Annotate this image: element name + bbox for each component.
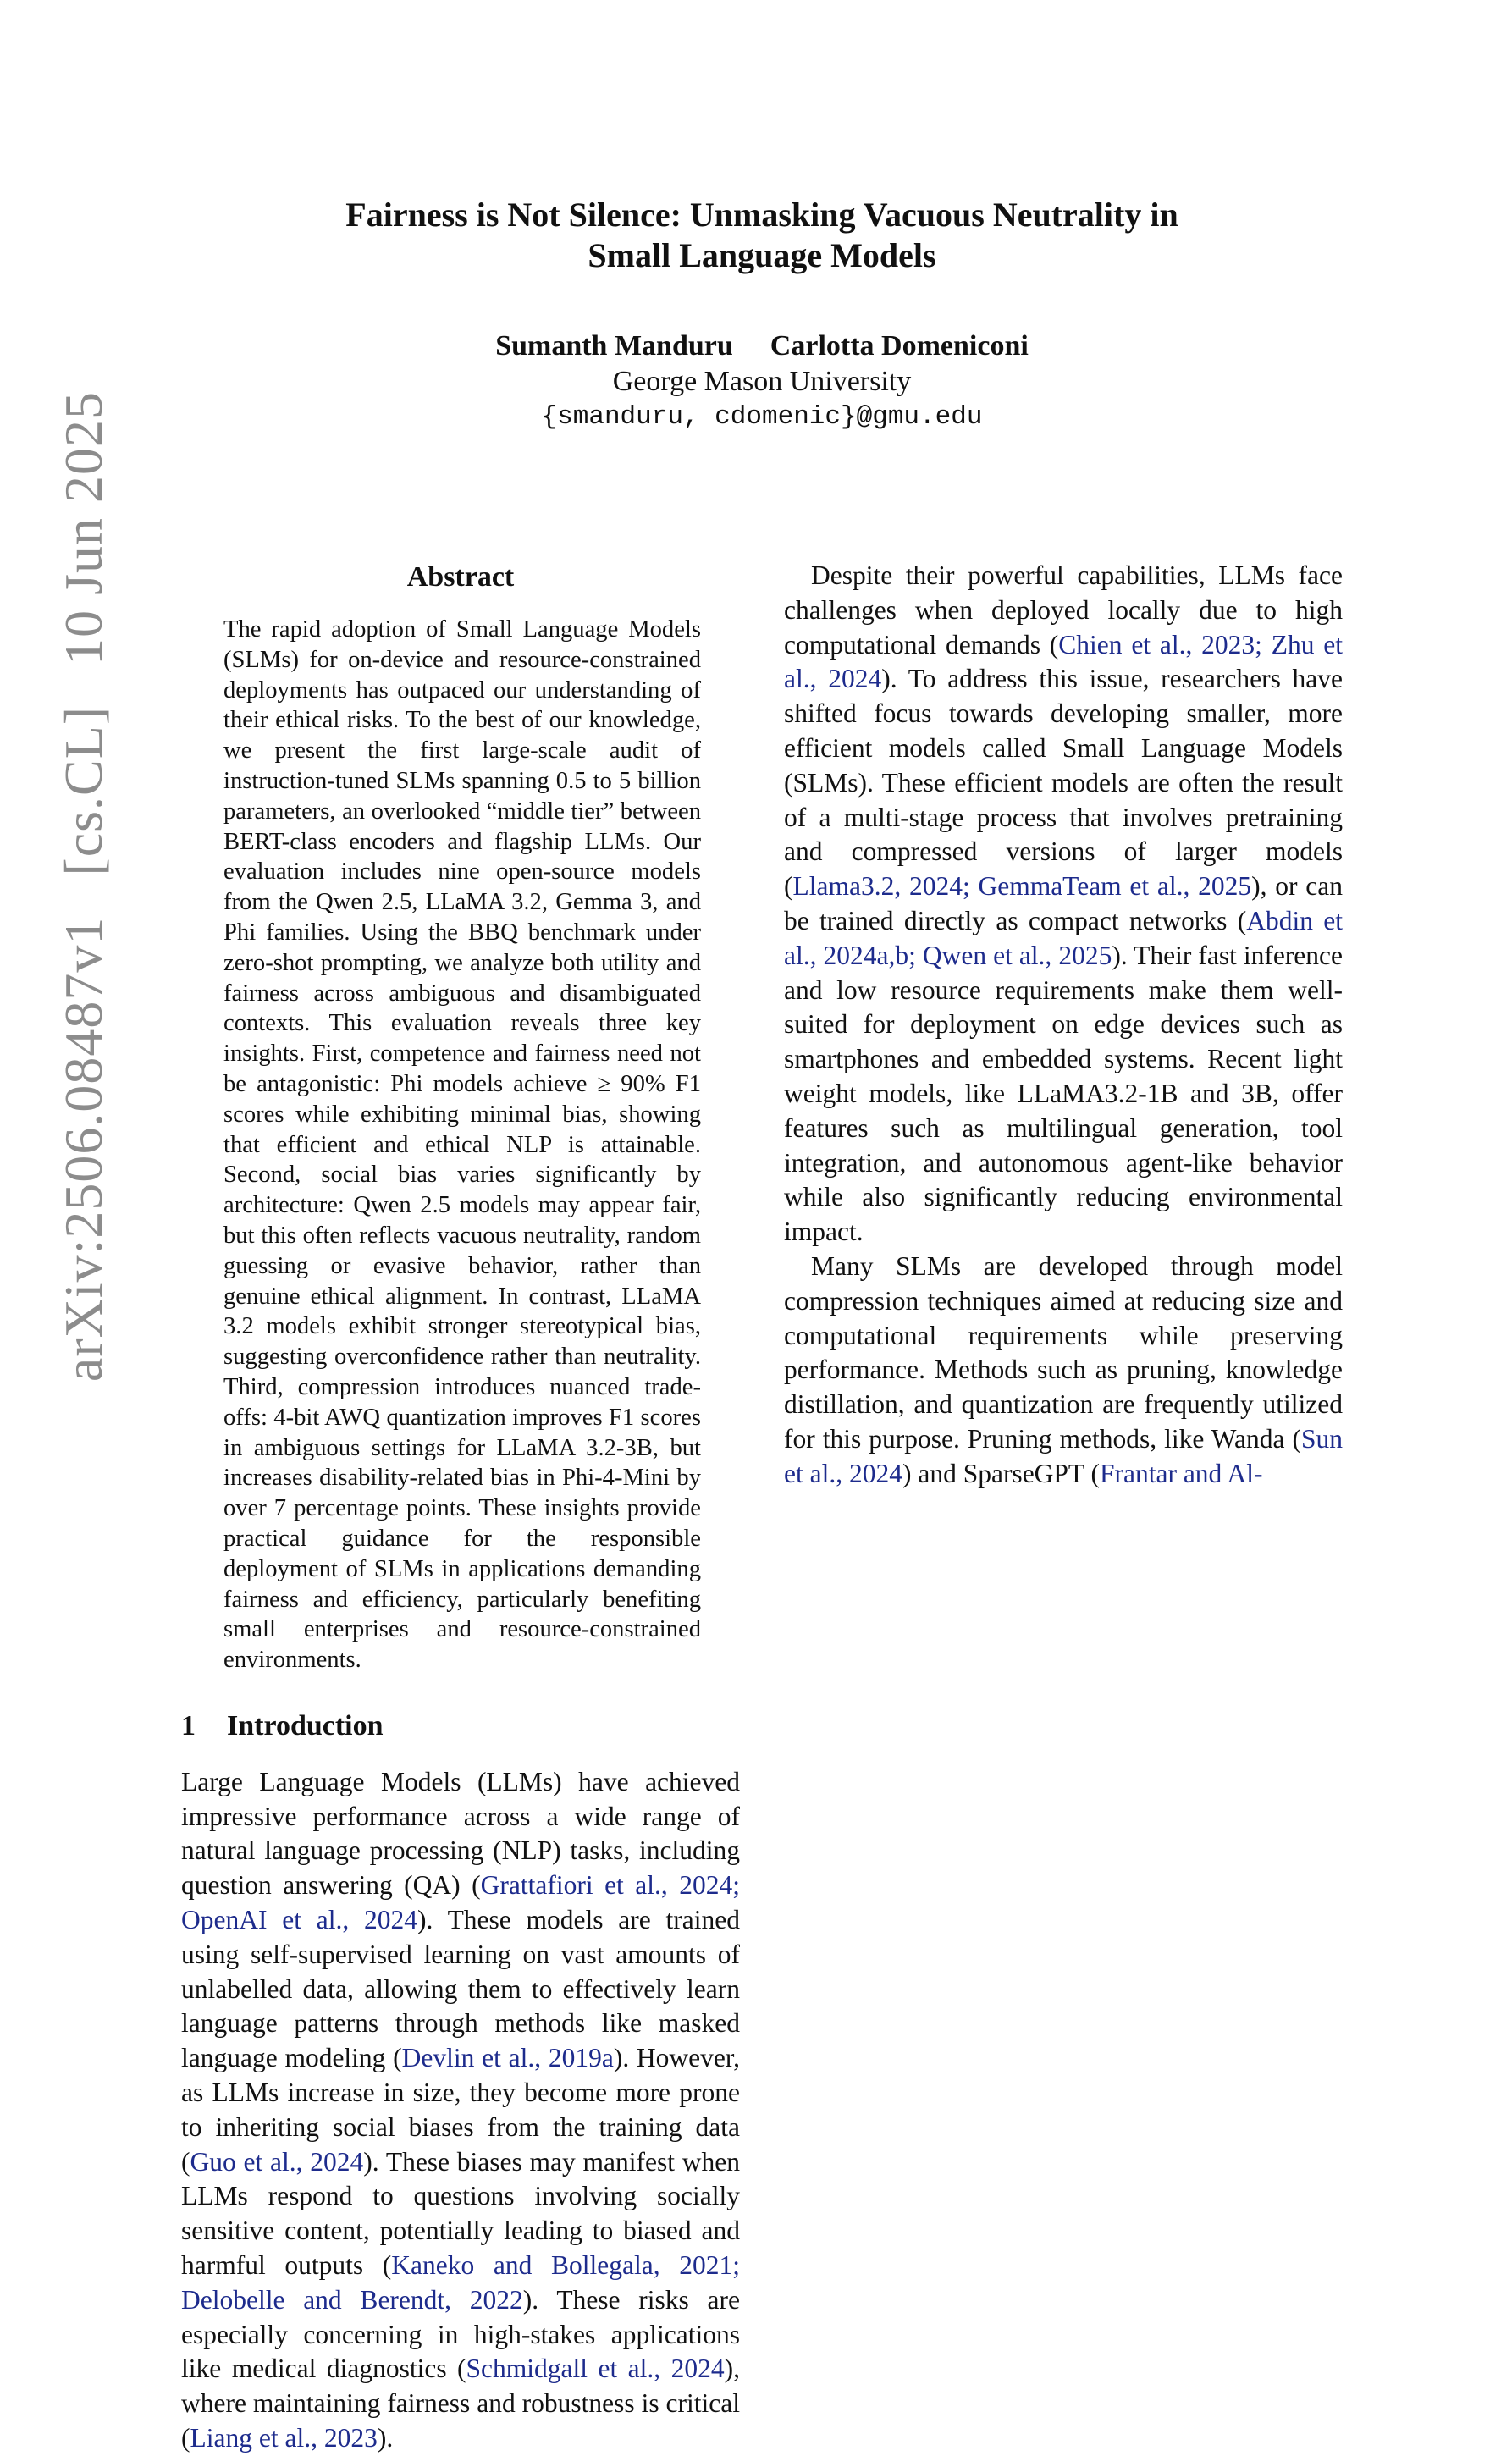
section-number: 1 [181,1709,196,1741]
section-title: Introduction [227,1709,384,1741]
abstract-heading: Abstract [406,561,515,593]
author-list [169,328,1355,364]
citation-link[interactable]: Kaneko and Bollegala, 2021; Delobelle and Berendt, 2022 [181,2250,741,2315]
arxiv-id: arXiv:2506.08487v1 [53,916,113,1383]
section-heading-introduction [181,1708,740,1745]
left-column [181,559,740,2456]
arxiv-date: 10 Jun 2025 [53,390,113,665]
author-name: Carlotta Domeniconi [770,330,1029,362]
arxiv-category: [cs.CL] [53,705,113,876]
title-block [169,195,1355,435]
author-affiliation: George Mason University [612,366,912,397]
citation-link[interactable]: Frantar and Al- [1099,1458,1263,1488]
author-email: {smanduru, cdomenic}@gmu.edu [541,402,983,432]
citation-link[interactable]: Sun et al., 2024 [784,1423,1343,1488]
citation-link[interactable]: Grattafiori et al., 2024; OpenAI et al., 2024 [181,1870,741,1935]
right-column [784,559,1343,1492]
abstract-body: The rapid adoption of Small Language Models (SLMs) for on-device and resource-constrained deployments has outpaced our understanding of their ethical risks. To the best of our knowledge, we present the first large-scale audit of instruction-tuned SLMs spanning 0.5 to 5 billion parameters, an overlooked “middle tier” between BERT-class encoders and flagship LLMs. Our evaluation includes nine open-source models from the Qwen 2.5, LLaMA 3.2, Gemma 3, and Phi families. Using the BBQ benchmark under zero-shot prompting, we analyze both utility and fairness across ambiguous and disambiguated contexts. This evaluation reveals three key insights. First, competence and fairness need not be antagonistic: Phi models achieve ≥ 90% F1 scores while exhibiting minimal bias, showing that efficient and ethical NLP is attainable. Second, social bias varies significantly by architecture: Qwen 2.5 models may appear fair, but this often reflects vacuous neutrality, random guessing or evasive behavior, rather than genuine ethical alignment. In contrast, LLaMA 3.2 models exhibit stronger stereotypical bias, suggesting overconfidence rather than neutrality. Third, compression introduces nuanced trade-offs: 4-bit AWQ quantization improves F1 scores in ambiguous settings for LLaMA 3.2-3B, but increases disability-related bias in Phi-4-Mini by over 7 percentage points. These insights provide practical guidance for the responsible deployment of SLMs in applications demanding fairness and efficiency, particularly benefiting small enterprises and resource-constrained environments. [223,616,701,1674]
arxiv-identifier-stamp [37,264,130,1509]
intro-paragraph-2: Despite their powerful capabilities, LLMs face challenges when deployed locally due to high computational demands (Chien et al., 2023; Zhu et al., 2024). To address this issue, researchers have shifted focus towards developing smaller, more efficient models called Small Language Models (SLMs). These efficient models are often the result of a multi-stage process that involves pretraining and compressed versions of larger models (Llama3.2, 2024; GemmaTeam et al., 2025), or can be trained directly as compact networks (Abdin et al., 2024a,b; Qwen et al., 2025). Their fast inference and low resource requirements make them well-suited for deployment on edge devices such as smartphones and embedded systems. Recent light weight models, like LLaMA3.2-1B and 3B, offer features such as multilingual generation, tool integration, and autonomous agent-like behavior while also significantly reducing environmental impact. [784,560,1344,1247]
author-name: Sumanth Manduru [495,330,733,362]
citation-link[interactable]: Llama3.2, 2024; GemmaTeam et al., 2025 [792,871,1252,902]
citation-link[interactable]: Liang et al., 2023 [190,2423,378,2453]
paper-title [169,195,1355,276]
paper-title-line-1: Fairness is Not Silence: Unmasking Vacuous Neutrality in [345,196,1178,234]
citation-link[interactable]: Abdin et al., 2024a,b; Qwen et al., 2025 [784,905,1344,970]
paper-title-line-2: Small Language Models [588,236,936,274]
intro-paragraph-3: Many SLMs are developed through model compression techniques aimed at reducing size and computational requirements while preserving performance. Methods such as pruning, knowledge distillation, and quantization are frequently utilized for this purpose. Pruning methods, like Wanda (Sun et al., 2024) and SparseGPT (Frantar and Al- [784,1250,1343,1488]
citation-link[interactable]: Schmidgall et al., 2024 [466,2354,725,2384]
citation-link[interactable]: Chien et al., 2023; Zhu et al., 2024 [784,629,1343,694]
citation-link[interactable]: Devlin et al., 2019a [401,2043,614,2073]
intro-paragraph-1: Large Language Models (LLMs) have achieved impressive performance across a wide range of natural language processing (NLP) tasks, including question answering (QA) (Grattafiori et al., 2024; OpenAI et al., 2024). These models are trained using self-supervised learning on vast amounts of unlabelled data, allowing them to effectively learn language patterns through methods like masked language modeling (Devlin et al., 2019a). However, as LLMs increase in size, they become more prone to inheriting social biases from the training data (Guo et al., 2024). These biases may manifest when LLMs respond to questions involving socially sensitive content, potentially leading to biased and harmful outputs (Kaneko and Bollegala, 2021; Delobelle and Berendt, 2022). These risks are especially concerning in high-stakes applications like medical diagnostics (Schmidgall et al., 2024), where maintaining fairness and robustness is critical (Liang et al., 2023). [181,1766,741,2453]
citation-link[interactable]: Guo et al., 2024 [190,2146,364,2177]
